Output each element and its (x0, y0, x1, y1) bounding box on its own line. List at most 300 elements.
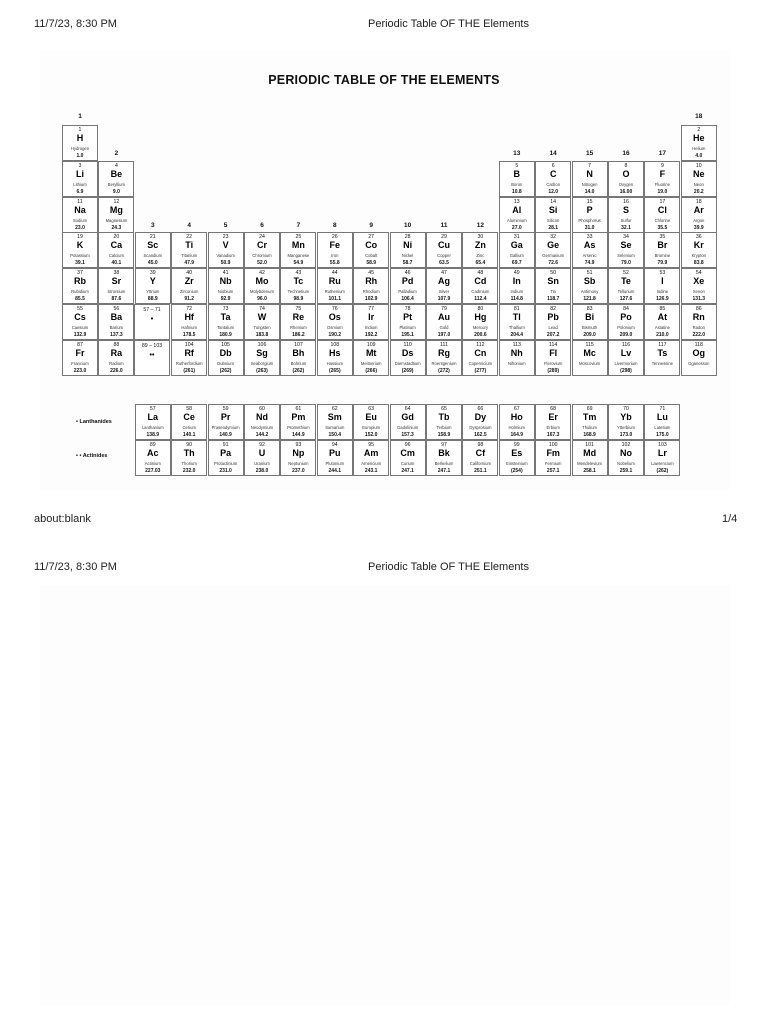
element-cell-au (426, 304, 462, 340)
atomic-mass: 222.0 (692, 332, 706, 338)
element-cell-na (62, 197, 98, 233)
atomic-mass: 210.0 (656, 332, 669, 338)
atomic-number: 74 (259, 305, 265, 312)
atomic-number: 96 (404, 441, 411, 448)
actinides-label: • • Actinides (76, 453, 108, 459)
atomic-number: 86 (695, 305, 702, 312)
atomic-number: 113 (512, 341, 521, 348)
atomic-mass: 247.1 (401, 468, 414, 474)
lanthanides-placeholder (134, 304, 170, 340)
element-name: Germanium (542, 253, 565, 258)
element-symbol: S (622, 205, 629, 215)
atomic-number: 61 (295, 405, 302, 412)
element-symbol: Cl (657, 205, 667, 215)
element-name: Mercury (472, 325, 488, 330)
element-name: Flerovium (543, 361, 563, 366)
element-name: Zinc (476, 253, 485, 258)
element-cell-n (572, 161, 608, 197)
atomic-mass: (263) (256, 368, 268, 374)
atomic-mass: (262) (219, 368, 232, 374)
element-symbol: Gd (401, 412, 414, 422)
atomic-mass: 32.1 (621, 225, 631, 231)
element-symbol: Pr (220, 412, 231, 422)
element-cell-fm (535, 440, 571, 476)
element-symbol: Tm (582, 412, 597, 422)
element-symbol: K (76, 240, 84, 250)
atomic-mass: 114.8 (510, 296, 523, 302)
element-cell-ca (98, 232, 134, 268)
atomic-number: 95 (368, 441, 375, 448)
element-cell-ru (317, 268, 353, 304)
element-name: Thorium (181, 461, 197, 466)
atomic-number: 51 (586, 269, 593, 276)
element-name: Radium (109, 361, 124, 366)
atomic-mass: 112.4 (474, 296, 487, 302)
atomic-number: 2 (697, 126, 701, 133)
element-symbol: Ds (401, 348, 414, 358)
element-name: Francium (71, 361, 89, 366)
element-symbol: No (620, 448, 632, 458)
element-symbol: Nh (510, 348, 523, 358)
element-symbol: Ta (220, 312, 231, 322)
atomic-mass: 91.2 (184, 296, 195, 302)
atomic-mass: 31.0 (584, 225, 595, 231)
atomic-number: 81 (513, 305, 520, 312)
element-symbol: Bi (585, 312, 595, 322)
element-name: Nitrogen (581, 182, 598, 187)
element-symbol: F (659, 169, 666, 179)
atomic-mass: (254) (510, 468, 523, 474)
element-cell-y (135, 268, 171, 304)
print-doc-title-page-2: Periodic Table OF THE Elements (368, 561, 529, 573)
atomic-mass: 257.1 (546, 468, 560, 474)
element-cell-kr (681, 232, 717, 268)
atomic-mass: 69.7 (511, 260, 522, 266)
element-cell-eu (353, 404, 389, 440)
element-cell-co (353, 232, 389, 268)
element-symbol: Pm (291, 412, 306, 422)
element-symbol: Sr (111, 276, 122, 286)
atomic-mass: 244.1 (328, 468, 342, 474)
element-name: Iron (331, 253, 339, 258)
element-symbol: Sg (256, 348, 268, 358)
atomic-number: 89 (149, 441, 156, 448)
element-symbol: Pb (547, 312, 559, 322)
element-name: Cobalt (365, 253, 378, 258)
element-cell-pt (390, 304, 426, 340)
group-number: 17 (658, 150, 666, 157)
atomic-mass: 83.8 (693, 260, 704, 266)
element-symbol: Db (219, 348, 232, 358)
element-name: Arsenic (582, 253, 597, 258)
element-symbol: Mn (291, 240, 305, 250)
element-name: Platinum (399, 325, 416, 330)
atomic-mass: 4.0 (695, 153, 703, 159)
element-symbol: Y (149, 276, 156, 286)
element-cell-as (572, 232, 608, 268)
atomic-number: 55 (77, 305, 83, 312)
element-name: Zirconium (179, 289, 199, 294)
element-cell-nd (244, 404, 280, 440)
element-cell-k (62, 232, 98, 268)
element-name: Sulfur (620, 218, 632, 223)
element-symbol: Ba (110, 312, 123, 322)
element-cell-md (572, 440, 608, 476)
element-name: Selenium (617, 253, 635, 258)
atomic-mass: 137.3 (110, 332, 123, 338)
atomic-number: 44 (331, 269, 338, 276)
atomic-number: 104 (184, 341, 194, 348)
element-name: Uranium (254, 461, 270, 466)
element-cell-hf (171, 304, 207, 340)
element-name: Rutherfordium (175, 361, 203, 366)
element-symbol: Ce (183, 412, 195, 422)
element-symbol: Mc (583, 348, 596, 358)
element-cell-re (280, 304, 316, 340)
atomic-mass: 10.8 (511, 189, 522, 195)
atomic-number: 67 (513, 405, 520, 412)
element-symbol: Sc (147, 240, 159, 250)
atomic-number: 16 (623, 198, 629, 205)
atomic-number: 49 (513, 269, 520, 276)
atomic-number: 32 (550, 233, 557, 240)
element-symbol: Rn (692, 312, 705, 322)
atomic-number: 24 (259, 233, 265, 240)
atomic-mass: 150.4 (328, 432, 342, 438)
element-cell-at (644, 304, 680, 340)
atomic-number: 35 (659, 233, 666, 240)
element-cell-o (608, 161, 644, 197)
atomic-number: 7 (588, 162, 592, 169)
atomic-mass: 140.9 (219, 432, 232, 438)
element-symbol: Ts (657, 348, 668, 358)
element-name: Erbium (546, 425, 560, 430)
atomic-number: 72 (186, 305, 193, 312)
atomic-mass: 54.9 (293, 260, 304, 266)
element-cell-ir (353, 304, 389, 340)
element-cell-tc (280, 268, 316, 304)
atomic-mass: 243.1 (364, 468, 378, 474)
element-symbol: Rf (184, 348, 194, 358)
atomic-mass: (298) (620, 368, 632, 374)
element-symbol: Rh (365, 276, 378, 286)
element-symbol: Cm (400, 448, 415, 458)
atomic-mass: 209.0 (583, 332, 596, 338)
group-number: 7 (296, 222, 301, 229)
group-number: 3 (150, 222, 155, 229)
element-symbol: Au (438, 312, 450, 322)
atomic-mass: 251.1 (474, 468, 487, 474)
atomic-mass: 180.9 (219, 332, 232, 338)
element-name: Bromine (654, 253, 671, 258)
atomic-mass: 157.3 (401, 432, 414, 438)
element-name: Cadmium (471, 289, 490, 294)
atomic-mass: 47.9 (184, 260, 195, 266)
element-symbol: Rb (74, 276, 86, 286)
element-name: Protactinium (213, 461, 238, 466)
atomic-number: 71 (659, 405, 666, 412)
atomic-number: 73 (222, 305, 229, 312)
element-cell-cd (462, 268, 498, 304)
element-name: Antimony (580, 289, 599, 294)
element-symbol: Dy (474, 412, 487, 422)
element-cell-tl (499, 304, 535, 340)
element-name: Fluorine (654, 182, 670, 187)
element-symbol: Fr (75, 348, 85, 358)
atomic-mass: (262) (656, 468, 669, 474)
element-symbol: Pd (401, 276, 414, 286)
element-cell-xe (681, 268, 717, 304)
print-footer-url: about:blank (34, 513, 91, 525)
atomic-number: 39 (149, 269, 156, 276)
atomic-mass: 186.2 (292, 332, 305, 338)
atomic-number: 90 (186, 441, 193, 448)
atomic-number: 111 (440, 341, 448, 348)
element-symbol: Be (110, 169, 123, 179)
atomic-number: 58 (186, 405, 193, 412)
atomic-mass: 207.2 (546, 332, 560, 338)
element-name: Phosphorus (578, 218, 601, 223)
element-name: Iridium (364, 325, 378, 330)
atomic-mass: 152.0 (364, 432, 378, 438)
atomic-mass: 223.0 (73, 368, 87, 374)
element-name: Yttrium (146, 289, 160, 294)
table-title: PERIODIC TABLE OF THE ELEMENTS (268, 73, 500, 87)
element-cell-ni (390, 232, 426, 268)
atomic-mass: (289) (547, 368, 560, 374)
element-symbol: Fl (549, 348, 558, 358)
document-page-2 (40, 585, 730, 1005)
atomic-mass: 131.3 (692, 296, 706, 302)
element-cell-u (244, 440, 280, 476)
atomic-number: 6 (551, 162, 555, 169)
group-number: 18 (695, 113, 703, 120)
element-cell-sb (572, 268, 608, 304)
atomic-mass: 258.1 (583, 468, 596, 474)
element-name: Caesium (71, 325, 89, 330)
element-symbol: Ag (438, 276, 450, 286)
element-symbol: Yb (620, 412, 632, 422)
atomic-mass: 39.9 (693, 225, 704, 231)
element-symbol: Ca (110, 240, 123, 250)
element-name: Vanadium (216, 253, 235, 258)
atomic-number: 47 (441, 269, 447, 276)
atomic-number: 45 (368, 269, 375, 276)
element-name: Dubnium (217, 361, 234, 366)
group-number: 6 (260, 222, 264, 229)
element-cell-ne (681, 161, 717, 197)
element-cell-hs (317, 340, 353, 376)
element-name: Magnesium (105, 218, 128, 223)
element-cell-tb (426, 404, 462, 440)
element-cell-mg (98, 197, 134, 233)
atomic-number: 26 (331, 233, 338, 240)
element-name: Aluminium (507, 218, 527, 223)
group-number: 11 (440, 222, 448, 229)
element-cell-ga (499, 232, 535, 268)
element-name: Radon (692, 325, 705, 330)
atomic-mass: (262) (292, 368, 305, 374)
atomic-mass: 96.0 (257, 296, 267, 302)
element-name: Europium (362, 425, 381, 430)
atomic-mass: 175.0 (656, 432, 669, 438)
atomic-number: 46 (404, 269, 411, 276)
atomic-number: 38 (113, 269, 120, 276)
atomic-mass: 232.0 (182, 468, 196, 474)
element-name: Copper (437, 253, 451, 258)
element-name: Rhodium (362, 289, 380, 294)
atomic-mass: 167.3 (546, 432, 560, 438)
lanthanides-mark: • (150, 316, 154, 323)
element-cell-bk (426, 440, 462, 476)
atomic-mass: 144.9 (292, 432, 305, 438)
element-symbol: At (657, 312, 668, 322)
element-name: Curium (400, 461, 415, 466)
element-symbol: Ru (328, 276, 341, 286)
element-name: Tennessine (651, 361, 673, 366)
print-page-indicator: 1/4 (722, 513, 738, 525)
element-name: Lead (548, 325, 558, 330)
element-symbol: Pu (329, 448, 341, 458)
element-cell-fe (317, 232, 353, 268)
element-cell-bi (572, 304, 608, 340)
element-symbol: Ar (693, 205, 704, 215)
element-symbol: I (661, 276, 664, 286)
element-symbol: Ti (185, 240, 194, 250)
element-cell-rb (62, 268, 98, 304)
element-symbol: Tl (512, 312, 521, 322)
element-cell-la (135, 404, 171, 440)
element-cell-dy (462, 404, 498, 440)
element-name: Technetium (287, 289, 310, 294)
element-symbol: Tc (293, 276, 304, 286)
element-symbol: Hs (329, 348, 341, 358)
atomic-mass: 72.6 (548, 260, 559, 266)
element-cell-b (499, 161, 535, 197)
element-cell-br (644, 232, 680, 268)
atomic-number: 37 (77, 269, 83, 276)
atomic-mass: 55.8 (329, 260, 340, 266)
element-symbol: Sb (583, 276, 596, 286)
element-name: Mendelevium (577, 461, 603, 466)
atomic-number: 30 (477, 233, 484, 240)
atomic-number: 20 (113, 233, 120, 240)
element-name: Hydrogen (70, 146, 90, 151)
element-name: Potassium (70, 253, 90, 258)
atomic-mass: 40.1 (111, 260, 122, 266)
element-symbol: Eu (365, 412, 377, 422)
atomic-number: 66 (477, 405, 484, 412)
atomic-number: 29 (441, 233, 447, 240)
element-symbol: H (76, 133, 84, 143)
element-name: Samarium (325, 425, 345, 430)
atomic-number: 107 (294, 341, 303, 348)
element-symbol: Md (583, 448, 597, 458)
element-cell-th (171, 440, 207, 476)
element-symbol: Cs (74, 312, 86, 322)
element-name: Einsteinium (505, 461, 528, 466)
element-cell-yb (608, 404, 644, 440)
atomic-number: 42 (259, 269, 265, 276)
group-number: 16 (622, 150, 630, 157)
element-name: Niobium (217, 289, 234, 294)
element-cell-lr (644, 440, 680, 476)
element-symbol: Zn (474, 240, 486, 250)
atomic-mass: 1.0 (76, 153, 84, 159)
element-name: Americium (361, 461, 382, 466)
element-symbol: Hf (184, 312, 194, 322)
element-name: Scandium (143, 253, 163, 258)
atomic-number: 118 (694, 341, 703, 348)
atomic-number: 84 (623, 305, 629, 312)
element-cell-ag (426, 268, 462, 304)
element-name: Gadolinium (397, 425, 419, 430)
element-name: Argon (693, 218, 705, 223)
element-cell-sc (135, 232, 171, 268)
element-cell-zr (171, 268, 207, 304)
atomic-mass: (261) (183, 368, 196, 374)
element-cell-ce (171, 404, 207, 440)
element-symbol: Cr (256, 240, 267, 250)
element-symbol: Sn (547, 276, 559, 286)
atomic-mass: 16.00 (619, 189, 633, 195)
element-symbol: V (222, 240, 229, 250)
atomic-mass: 168.9 (583, 432, 596, 438)
element-symbol: Mg (109, 205, 123, 215)
group-number: 2 (114, 150, 119, 157)
element-symbol: Co (365, 240, 378, 250)
atomic-mass: (266) (365, 368, 378, 374)
element-symbol: Fe (329, 240, 341, 250)
element-cell-og (681, 340, 717, 376)
element-name: Oxygen (618, 182, 634, 187)
element-symbol: Cu (438, 240, 450, 250)
element-name: Tellurium (617, 289, 635, 294)
atomic-mass: 79.9 (657, 260, 668, 266)
atomic-number: 99 (513, 441, 520, 448)
atomic-mass: 35.5 (657, 225, 668, 231)
atomic-number: 52 (623, 269, 629, 276)
element-cell-cm (390, 440, 426, 476)
atomic-mass: 237.0 (292, 468, 305, 474)
atomic-number: 43 (295, 269, 302, 276)
element-symbol: Hg (474, 312, 487, 322)
atomic-mass: 144.2 (255, 432, 269, 438)
atomic-mass: 39.1 (75, 260, 85, 266)
atomic-mass: 28.1 (548, 225, 559, 231)
element-name: Roentgenium (431, 361, 457, 366)
atomic-mass: 12.0 (548, 189, 559, 195)
element-symbol: Ho (510, 412, 523, 422)
atomic-mass: 127.6 (619, 296, 633, 302)
element-cell-zn (462, 232, 498, 268)
element-symbol: Sm (327, 412, 342, 422)
element-cell-ba (98, 304, 134, 340)
element-symbol: Bh (292, 348, 305, 358)
atomic-number: 93 (295, 441, 302, 448)
element-symbol: Er (548, 412, 558, 422)
element-cell-os (317, 304, 353, 340)
element-symbol: Al (512, 205, 522, 215)
atomic-mass: 162.5 (474, 432, 487, 438)
element-name: Silver (438, 289, 450, 294)
atomic-mass: 107.9 (437, 296, 451, 302)
element-name: Plutonium (325, 461, 345, 466)
element-symbol: La (147, 412, 159, 422)
atomic-number: 112 (476, 341, 485, 348)
atomic-mass: 164.9 (510, 432, 524, 438)
element-symbol: Xe (693, 276, 705, 286)
